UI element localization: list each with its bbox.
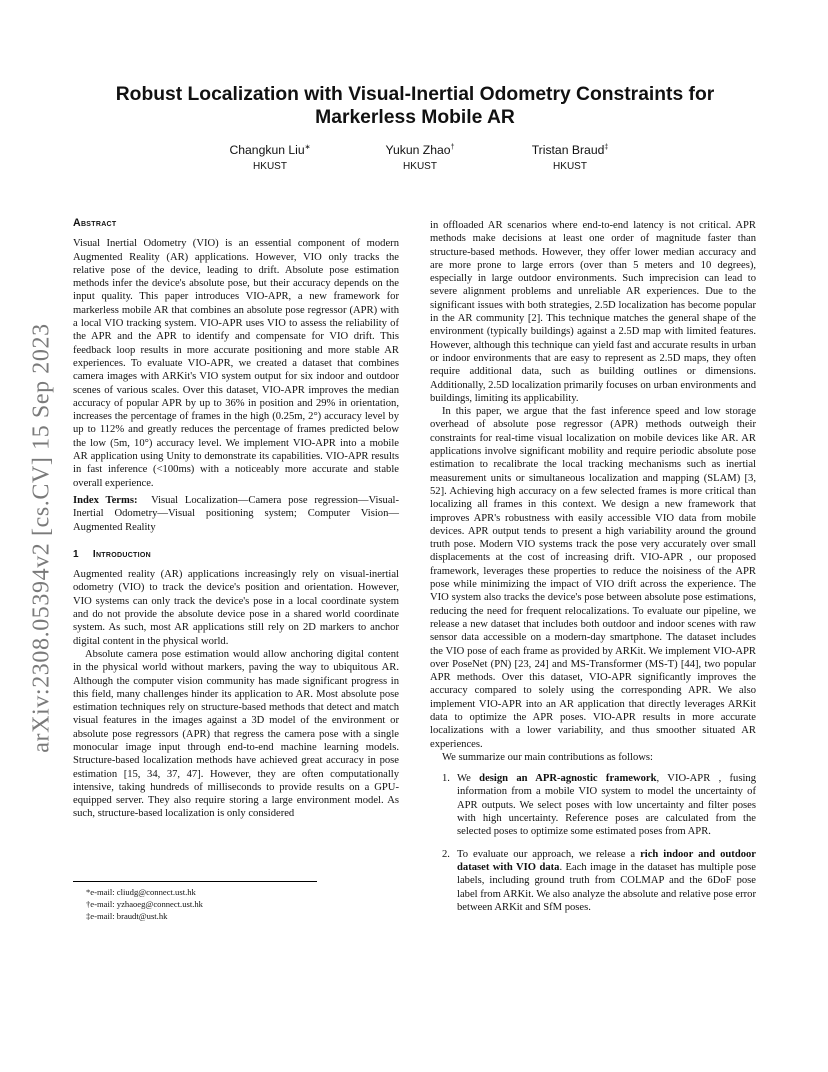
body-paragraph: in offloaded AR scenarios where end-to-end latency is not critical. APR methods make decisions at least one order of magnitude faster than structure-based methods. However, they offer lower median accuracy and are more prone to large errors (over than 5 meters and 10 degrees), especially in large outdoor environments. Such imprecision can lead to severe alignment problems and unreliable AR experiences. Due to the significant issues with both strategies, 2.5D localization has become popular in the AR community [2]. This technique matches the general shape of the environment (typically buildings) against a 2.5D map with limited features. However, although this technique can yield fast and accurate results in urban or indoor environments that are easy to represent as 2.5D maps, they often require additional data, such as building outlines or dimensions. Additionally, 2.5D localization primarily focuses on urban environments and buildings, limiting its applicability. bbox=[430, 220, 756, 404]
abstract-heading-text: Abstract bbox=[73, 217, 117, 229]
title-line-2: Markerless Mobile AR bbox=[315, 107, 515, 128]
left-column bbox=[73, 217, 399, 821]
author-list bbox=[200, 143, 640, 172]
author-mark: † bbox=[450, 143, 455, 151]
right-column bbox=[430, 219, 756, 923]
footnote-rule bbox=[73, 881, 317, 882]
author-name-wrap bbox=[350, 143, 490, 157]
contribution-bold: rich indoor and outdoor dataset with VIO data bbox=[457, 848, 757, 873]
contribution-text-pre: To evaluate our approach, we release a bbox=[457, 848, 641, 860]
contribution-text-post: . Each image in the dataset has multiple pose labels, including ground truth from COLMAP and the 6DoF pose label from ARKit. We also analyze the absolute and relative pose error between ARKit and SfM poses. bbox=[457, 861, 757, 913]
footnote: †e-mail: yzhaoeg@connect.ust.hk bbox=[86, 899, 203, 909]
author-affiliation: HKUST bbox=[403, 161, 437, 172]
contribution-number: 1. bbox=[442, 773, 450, 785]
author-affiliation: HKUST bbox=[253, 161, 287, 172]
intro-paragraph: Augmented reality (AR) applications increasingly rely on visual-inertial odometry (VIO) to track the device's position and orientation. However, VIO systems can only track the device's pose in a local coordinate system and do not provide the absolute device pose in a shared world coordinate system. As such, most AR applications still rely on 2D markers to anchor digital content in the physical world. bbox=[73, 569, 399, 647]
arxiv-stamp-text: arXiv:2308.05394v2 [cs.CV] 15 Sep 2023 bbox=[28, 323, 55, 753]
abstract-heading bbox=[73, 217, 399, 230]
author-name-wrap bbox=[500, 143, 640, 157]
contribution-item bbox=[430, 772, 756, 838]
author-name: Changkun Liu bbox=[229, 143, 305, 157]
contribution-bold: design an APR-agnostic framework bbox=[479, 773, 657, 785]
author-name: Tristan Braud bbox=[531, 143, 605, 157]
contribution-list bbox=[430, 772, 756, 914]
abstract-text: Visual Inertial Odometry (VIO) is an essential component of modern Augmented Reality (AR) applications. However, VIO only tracks the relative pose of the device, leading to drift. Absolute pose estimation methods infer the device's absolute pose, but their accuracy depends on the input quality. This paper introduces VIO-APR, a new framework for markerless mobile AR that combines an absolute pose regressor (APR) with a local VIO tracking system. VIO-APR uses VIO to assess the reliability of the APR and the APR to identify and compensate for VIO drift. This feedback loop results in more accurate positioning and more stable AR experiences. To evaluate VIO-APR, we created a dataset that combines camera images with ARKit's VIO system output for six indoor and outdoor scenes of various scales. Over this dataset, VIO-APR improves the median accuracy of popular APR by up to 36% in position and 29% in orientation, increases the percentage of frames in the high (0.25m, 2°) accuracy level by up to 112% and greatly reduces the percentage of frames predicted below the low (5m, 10°) accuracy level. We implement VIO-APR into a mobile AR application using Unity to demonstrate its capabilities. VIO-APR results in fast inference (<100ms) with a noticeably more accurate and stable overall experience. bbox=[73, 238, 399, 489]
intro-number: 1 bbox=[73, 548, 79, 560]
footnote: *e-mail: cliudg@connect.ust.hk bbox=[86, 887, 196, 897]
index-terms-text: Visual Localization—Camera pose regression—Visual-Inertial Odometry—Visual positioning system; Computer Vision—Augmented Reality bbox=[73, 494, 400, 533]
contribution-item bbox=[430, 848, 756, 914]
index-terms-label: Index Terms: bbox=[73, 494, 138, 506]
contribution-text-post: , VIO-APR , fusing information from a mobile VIO system to model the uncertainty of APR outputs. We select poses with low uncertainty and filter poses with high uncertainty. Reference poses are calculated from the selected poses to optimize some estimated poses from APR. bbox=[457, 773, 757, 838]
author-block bbox=[500, 143, 640, 172]
intro-heading bbox=[73, 548, 399, 561]
contribution-number: 2. bbox=[442, 848, 450, 860]
author-block bbox=[350, 143, 490, 172]
author-name-wrap bbox=[200, 143, 340, 157]
body-paragraph: We summarize our main contributions as follows: bbox=[442, 751, 653, 763]
author-mark: ‡ bbox=[604, 143, 609, 151]
author-block bbox=[200, 143, 340, 172]
contribution-text-pre: We bbox=[457, 773, 480, 785]
intro-paragraph: Absolute camera pose estimation would allow anchoring digital content in the physical world without markers, paving the way to ubiquitous AR. Although the computer vision community has made significant progress in this field, many challenges hinder its application to AR. Most absolute pose estimation techniques rely on structure-based methods that detect and match visual features in the images against a 3D model of the environment or absolute pose regressors (APR) that regress the camera pose with a single monocular image input through end-to-end machine learning models. Structure-based localization methods have achieved great accuracy in pose estimation [15, 34, 37, 47]. However, they are often computationally intensive, taking hundreds of milliseconds to provide results on a GPU-equipped server. They also require storing a large environment model. As such, structure-based localization is only considered bbox=[73, 648, 399, 820]
intro-heading-text: Introduction bbox=[92, 548, 151, 560]
arxiv-stamp bbox=[22, 288, 62, 788]
paper-title bbox=[90, 83, 740, 129]
index-terms bbox=[73, 494, 399, 534]
author-affiliation: HKUST bbox=[553, 161, 587, 172]
author-mark: ∗ bbox=[304, 143, 311, 151]
footnote: ‡e-mail: braudt@ust.hk bbox=[86, 911, 168, 921]
footnotes bbox=[86, 886, 203, 922]
body-paragraph: In this paper, we argue that the fast inference speed and low storage overhead of absolute pose regressor (APR) methods outweigh their constraints for real-time visual localization on mobile devices like AR. AR applications involve significant mobility and require periodic absolute pose estimation to recalibrate the local tracking mechanisms such as inertial measurement units or simultaneous localization and mapping (SLAM) [3, 52]. Achieving high accuracy on a few selected frames is more critical than localizing all frames in this context. We design a new framework that improves APR's robustness with easily accessible VIO data from mobile devices. APR output tends to present a high variability around the ground truth pose. Modern VIO systems track the pose very accurately over small displacements at the cost of increasing drift. VIO-APR , our proposed framework, leverages these properties to reduce the noisiness of the APR pose while minimizing the impact of VIO drift across the experience. The VIO system also tracks the device's pose between absolute pose estimations, reducing the need for frequent relocalizations. To evaluate our pipeline, we release a new dataset that includes both outdoor and indoor scenes with raw sensor data accessible on a modern-day smartphone. The dataset includes the VIO pose of each frame as provided by ARKit. We implement VIO-APR over PoseNet (PN) [23, 24] and MS-Transformer (MS-T) [44], two popular APR methods. Over this dataset, VIO-APR significantly improves the accuracy compared to solely using the corresponding APR. We also implement VIO-APR into an AR application that directly leverages ARKit data to optimize the APR poses. VIO-APR results in more accurate localizations with a lower variability, and thus smoother situated AR experiences. bbox=[430, 406, 756, 750]
title-line-1: Robust Localization with Visual-Inertial Odometry Constraints for bbox=[115, 84, 715, 105]
author-name: Yukun Zhao bbox=[385, 143, 451, 157]
